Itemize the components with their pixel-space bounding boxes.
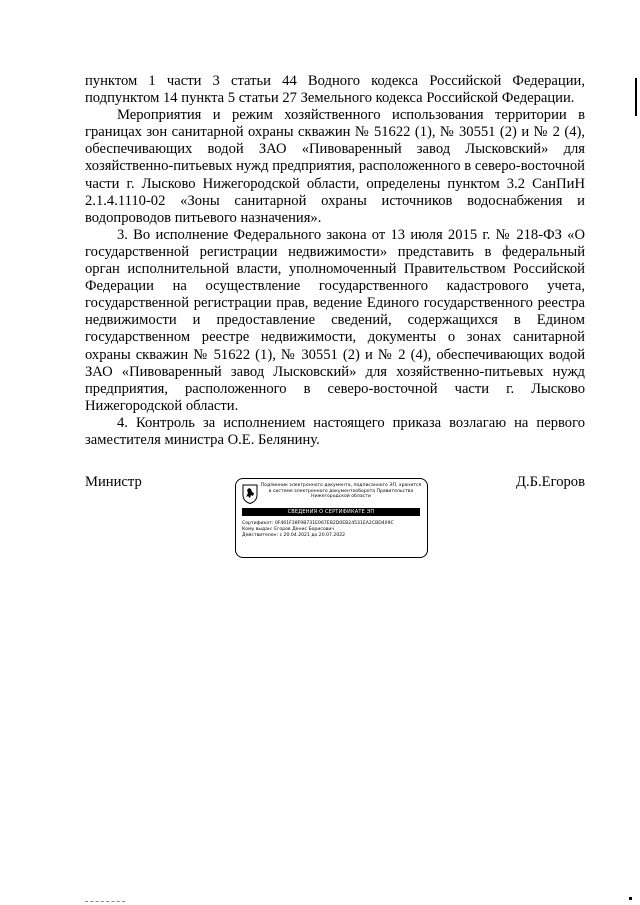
- coat-of-arms-icon: [242, 484, 258, 504]
- validity-label: Действителен:: [242, 533, 279, 538]
- signature-block: [85, 474, 585, 584]
- certificate-value: 0F461F38F9B731E067EB2D0EB24531EA2CBD409C: [274, 521, 394, 526]
- electronic-signature-stamp: [235, 478, 428, 558]
- validity-value: с 20.04.2021 до 20.07.2022: [279, 533, 346, 538]
- signatory-name: Д.Б.Егоров: [516, 474, 585, 490]
- scan-edge-mark: [635, 78, 637, 116]
- scan-edge-dot: [629, 897, 632, 900]
- paragraph-item-4: 4. Контроль за исполнением настоящего приказа возлагаю на первого заместителя министра О.Е. Белянину.: [85, 414, 585, 448]
- stamp-certificate-details: [242, 521, 422, 539]
- scan-edge-dash: [85, 901, 125, 902]
- paragraph-measures: Мероприятия и режим хозяйственного использования территории в границах зон санитарной охраны скважин № 51622 (1), № 30551 (2) и № 2 (4), обеспечивающих водой ЗАО «Пивоваренный завод Лысковский» для хозяйственно-питьевых нужд предприятия, расположенного в северо-восточной части г. Лысково Нижегородской области, определены пунктом 3.2 СанПиН 2.1.4.1110-02 «Зоны санитарной охраны источников водоснабжения и водопроводов питьевого назначения».: [85, 107, 585, 226]
- stamp-header-text: Подлинник электронного документа, подписанного ЭП, хранится в системе электронного документооборота Правительства Нижегородской области: [260, 483, 422, 500]
- stamp-validity-row: [242, 533, 422, 539]
- signatory-title: Министр: [85, 474, 142, 490]
- paragraph-item-3: 3. Во исполнение Федерального закона от 13 июля 2015 г. № 218-ФЗ «О государственной регистрации недвижимости» представить в федеральный орган исполнительной власти, уполномоченный Правительством Российской Федерации на осуществление государственного кадастрового учета, государственной регистрации прав, ведение Единого государственного реестра недвижимости и предоставление сведений, содержащихся в Едином государственном реестре недвижимости, документы о зонах санитарной охраны скважин № 51622 (1), № 30551 (2) и № 2 (4), обеспечивающих водой ЗАО «Пивоваренный завод Лысковский» для хозяйственно-питьевых нужд предприятия, расположенного в северо-восточной части г. Лысково Нижегородской области.: [85, 226, 585, 414]
- certificate-label: Сертификат:: [242, 521, 274, 526]
- owner-value: Егоров Денис Борисович: [274, 527, 335, 532]
- stamp-certificate-bar: СВЕДЕНИЯ О СЕРТИФИКАТЕ ЭП: [242, 508, 420, 516]
- document-body: [85, 73, 585, 449]
- owner-label: Кому выдан:: [242, 527, 273, 532]
- paragraph-continuation: пунктом 1 части 3 статьи 44 Водного кодекса Российской Федерации, подпунктом 14 пункта 5 статьи 27 Земельного кодекса Российской Федерации.: [85, 73, 585, 107]
